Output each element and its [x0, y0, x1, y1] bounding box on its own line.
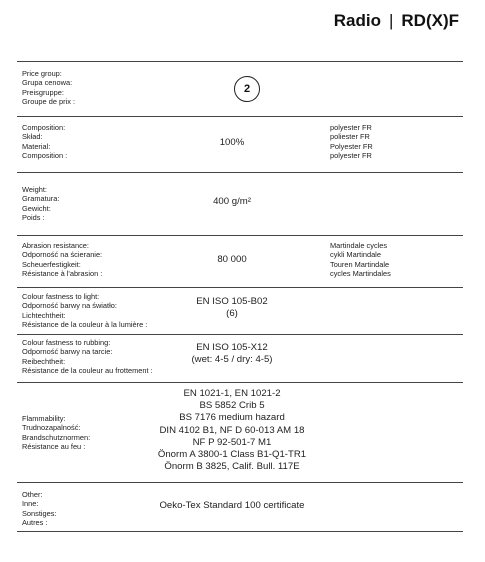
label-en: Colour fastness to light:: [22, 292, 100, 301]
price-group-badge: 2: [234, 76, 260, 102]
brand-logo: RD(X)F: [401, 11, 459, 30]
value-line: NF P 92-501-7 M1: [192, 436, 272, 448]
value-line: 400 g/m²: [213, 196, 251, 207]
header-separator: |: [388, 11, 394, 30]
label-pl: Inne:: [22, 499, 39, 509]
label-fr: Composition :: [22, 151, 68, 161]
label-en: Weight:: [22, 185, 47, 194]
note-de: Polyester FR: [330, 141, 373, 151]
label-pl: Odporność barwy na tarcie:: [22, 347, 113, 357]
label-fr: Résistance de la couleur au frottement :: [22, 366, 153, 376]
label-pl: Odporność barwy na światło:: [22, 301, 117, 311]
row-labels: [22, 69, 75, 107]
label-en: Price group:: [22, 69, 62, 78]
row-value: [117, 296, 347, 320]
value-line: (6): [226, 308, 238, 320]
label-en: Flammability:: [22, 414, 66, 423]
value-line: DIN 4102 B1, NF D 60-013 AM 18: [159, 424, 305, 436]
label-de: Preisgruppe:: [22, 87, 64, 97]
spec-row-price-group: [17, 61, 463, 116]
note-pl: poliester FR: [330, 132, 370, 142]
spec-row-abrasion: [17, 235, 463, 287]
label-fr: Groupe de prix :: [22, 97, 75, 107]
spec-row-flammability: [17, 382, 463, 482]
value-line: Önorm B 3825, Calif. Bull. 117E: [164, 461, 300, 473]
row-labels: [22, 185, 59, 223]
row-value: [117, 388, 347, 473]
row-value: [117, 342, 347, 366]
value-line: Oeko-Tex Standard 100 certificate: [159, 500, 305, 511]
note-en: polyester FR: [330, 123, 372, 132]
label-de: Reibechtheit:: [22, 356, 66, 366]
row-value: [117, 254, 347, 266]
value-line: BS 5852 Crib 5: [199, 400, 265, 412]
row-labels: [22, 241, 102, 279]
value-line: EN 1021-1, EN 1021-2: [183, 388, 281, 399]
label-fr: Poids :: [22, 213, 45, 223]
label-de: Sonstiges:: [22, 508, 57, 518]
label-en: Abrasion resistance:: [22, 241, 89, 250]
value-line: BS 7176 medium hazard: [179, 412, 285, 424]
label-fr: Résistance au feu :: [22, 442, 86, 452]
spec-row-other: [17, 482, 463, 532]
label-en: Other:: [22, 490, 43, 499]
value-line: 100%: [219, 137, 245, 148]
value-line: 80 000: [217, 254, 247, 265]
note-pl: cykli Martindale: [330, 250, 381, 260]
row-labels: [22, 123, 67, 161]
label-pl: Odporność na ścieranie:: [22, 250, 103, 260]
value-line: EN ISO 105-B02: [196, 296, 268, 307]
label-de: Scheuerfestigkeit:: [22, 259, 81, 269]
value-line: EN ISO 105-X12: [196, 342, 268, 353]
spec-table: [17, 61, 463, 532]
note-fr: cycles Martindales: [330, 269, 391, 279]
row-labels: [22, 414, 90, 452]
note-en: Martindale cycles: [330, 241, 388, 250]
label-fr: Résistance de la couleur à la lumière :: [22, 320, 148, 330]
value-line: (wet: 4-5 / dry: 4-5): [191, 354, 273, 366]
spec-row-rubbing-fastness: [17, 334, 463, 382]
label-de: Material:: [22, 141, 51, 151]
label-pl: Trudnozapalność:: [22, 423, 81, 433]
label-fr: Résistance à l'abrasion :: [22, 269, 103, 279]
row-notes: [330, 123, 373, 161]
document-header: [334, 8, 459, 34]
label-fr: Autres :: [22, 518, 48, 528]
row-value: [117, 137, 347, 149]
label-en: Composition:: [22, 123, 66, 132]
product-name: Radio: [333, 11, 381, 30]
label-pl: Gramatura:: [22, 194, 60, 204]
spec-row-composition: [17, 116, 463, 172]
spec-row-light-fastness: [17, 287, 463, 334]
value-line: Önorm A 3800-1 Class B1-Q1-TR1: [157, 449, 307, 461]
label-pl: Skład:: [22, 132, 43, 142]
row-labels: [22, 490, 57, 528]
note-de: Touren Martindale: [330, 259, 390, 269]
label-pl: Grupa cenowa:: [22, 78, 73, 88]
row-notes: [330, 241, 391, 279]
spec-row-weight: [17, 172, 463, 235]
note-fr: polyester FR: [330, 151, 372, 161]
label-en: Colour fastness to rubbing:: [22, 338, 111, 347]
label-de: Gewicht:: [22, 203, 51, 213]
row-value: [117, 196, 347, 208]
label-de: Brandschutznormen:: [22, 432, 91, 442]
row-value: [117, 500, 347, 512]
label-de: Lichtechtheit:: [22, 310, 66, 320]
